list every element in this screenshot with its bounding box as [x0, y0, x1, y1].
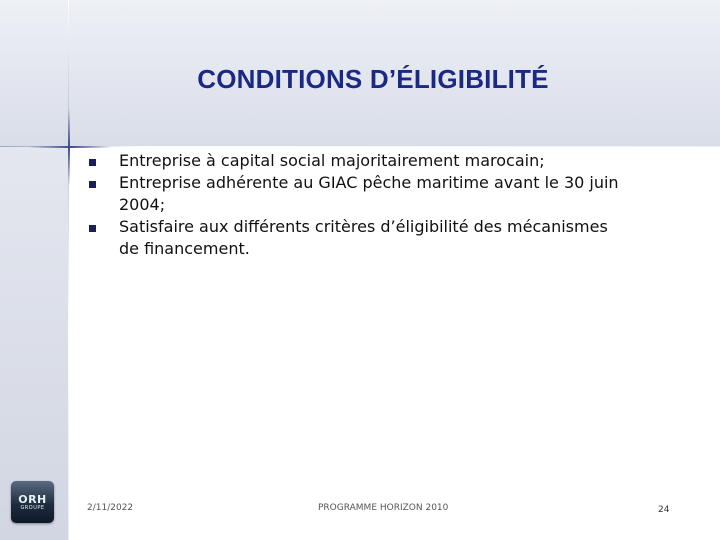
bullet-text: Satisfaire aux différents critères d’éligibilité des mécanismes de financement.: [119, 217, 608, 258]
company-logo: [11, 481, 54, 523]
logo-main-text: ORH: [18, 493, 47, 506]
footer-program-name: PROGRAMME HORIZON 2010: [318, 503, 449, 513]
bullet-item: [86, 150, 626, 172]
bullet-item: [86, 172, 626, 216]
square-bullet-icon: [89, 159, 96, 166]
square-bullet-icon: [89, 225, 96, 232]
bullet-item: [86, 216, 626, 260]
sparkle-horizontal: [28, 146, 112, 148]
bullet-list: [86, 150, 626, 260]
bullet-text: Entreprise à capital social majoritairement marocain;: [119, 151, 545, 170]
bullet-text: Entreprise adhérente au GIAC pêche maritime avant le 30 juin 2004;: [119, 173, 619, 214]
footer-date: 2/11/2022: [87, 503, 134, 513]
slide-page-number: 24: [658, 505, 670, 515]
logo-sub-text: GROUPE: [20, 505, 45, 511]
slide-title: CONDITIONS D’ÉLIGIBILITÉ: [197, 64, 549, 94]
square-bullet-icon: [89, 181, 96, 188]
